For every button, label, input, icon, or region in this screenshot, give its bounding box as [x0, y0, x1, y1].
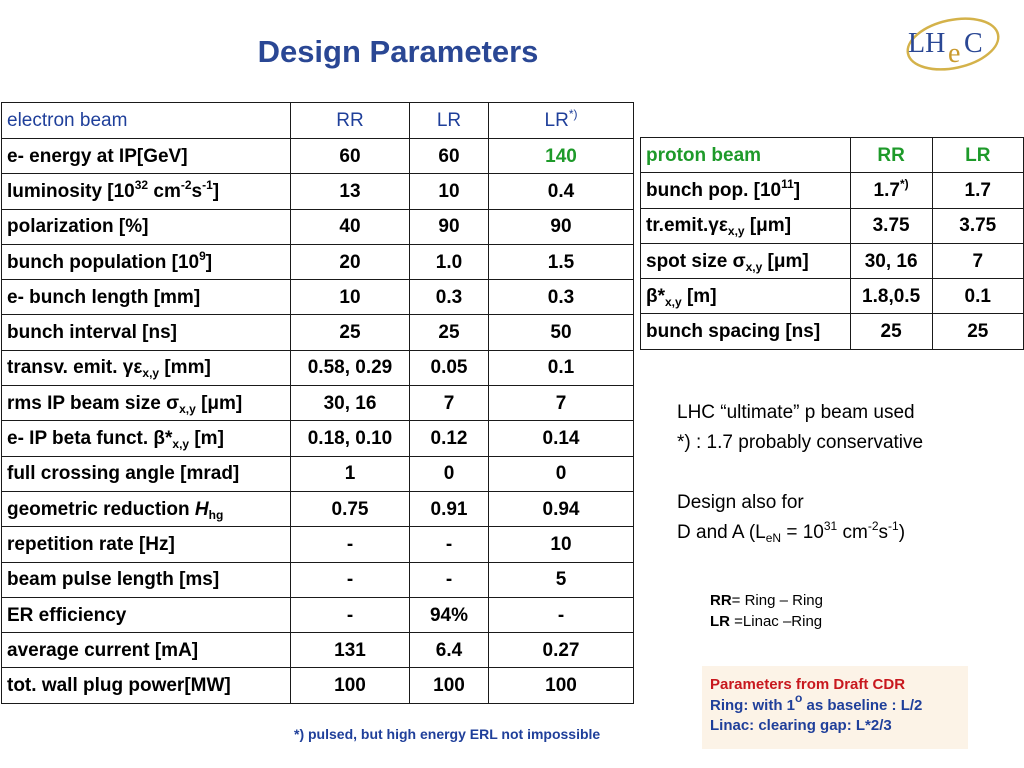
cell-lr-pulsed: 0.4: [489, 174, 634, 209]
row-label: ER efficiency: [2, 597, 291, 632]
cell-lr: 100: [410, 668, 489, 703]
cell-lr-pulsed: 1.5: [489, 244, 634, 279]
row-label: repetition rate [Hz]: [2, 527, 291, 562]
cell-rr: 25: [850, 314, 932, 349]
logo-text-lh: LH: [908, 28, 946, 59]
cell-lr: 6.4: [410, 633, 489, 668]
lhec-logo: [904, 14, 1002, 74]
row-label: tot. wall plug power[MW]: [2, 668, 291, 703]
cell-rr: 0.58, 0.29: [291, 350, 410, 385]
row-label: bunch spacing [ns]: [641, 314, 851, 349]
cell-lr-pulsed: 100: [489, 668, 634, 703]
cdr-line: Parameters from Draft CDR: [710, 676, 906, 693]
cell-rr: -: [291, 527, 410, 562]
cell-rr: 100: [291, 668, 410, 703]
row-label: e- energy at IP[GeV]: [2, 139, 291, 174]
row-label: full crossing angle [mrad]: [2, 456, 291, 491]
table-header-row: [641, 138, 1024, 173]
cell-rr: 1: [291, 456, 410, 491]
cell-lr-pulsed: 0.94: [489, 491, 634, 526]
cell-lr-pulsed: 140: [489, 139, 634, 174]
table-row: [2, 491, 634, 526]
cell-rr: -: [291, 597, 410, 632]
row-label: beam pulse length [ms]: [2, 562, 291, 597]
cell-lr: 3.75: [932, 208, 1023, 243]
page-title: Design Parameters: [257, 34, 539, 69]
header-rr: RR: [291, 103, 410, 139]
table-row: [641, 279, 1024, 314]
note-line: LHC “ultimate” p beam used: [677, 402, 915, 423]
note-line: D and A ($L_{eN} = 10^{31}$ $cm^{-2}s^{-1}$): [677, 519, 906, 545]
electron-beam-table: [1, 102, 634, 704]
row-label: luminosity [$10^{32}$ $cm^{-2}s^{-1}$]: [2, 174, 291, 209]
table-row: [2, 139, 634, 174]
cell-rr: 30, 16: [850, 243, 932, 278]
cell-rr: 3.75: [850, 208, 932, 243]
header-lr-pulsed: LR*): [489, 103, 634, 139]
cell-lr-pulsed: 0.1: [489, 350, 634, 385]
row-label: e- bunch length [mm]: [2, 280, 291, 315]
cell-lr-pulsed: 0: [489, 456, 634, 491]
table-row: [641, 243, 1024, 278]
header-rr: RR: [850, 138, 932, 173]
table-row: [2, 527, 634, 562]
cell-rr: 1.7*): [850, 173, 932, 208]
cell-rr: 1.8,0.5: [850, 279, 932, 314]
cell-lr: 10: [410, 174, 489, 209]
cell-lr: 0.1: [932, 279, 1023, 314]
row-label: bunch interval [ns]: [2, 315, 291, 350]
cell-lr-pulsed: 90: [489, 209, 634, 244]
row-label: spot size $\sigma_{x,y}$ [μm]: [641, 243, 851, 278]
cell-lr: 0.05: [410, 350, 489, 385]
cell-lr: 0.91: [410, 491, 489, 526]
cdr-line: Linac: clearing gap: L*2/3: [710, 717, 892, 734]
row-label: transv. emit. $\gamma\varepsilon_{x,y}$ [mm]: [2, 350, 291, 385]
table-row: [2, 633, 634, 668]
cell-lr: 7: [932, 243, 1023, 278]
cell-lr: 0.12: [410, 421, 489, 456]
table-row: [2, 562, 634, 597]
cell-lr-pulsed: -: [489, 597, 634, 632]
cell-lr: 7: [410, 386, 489, 421]
cell-rr: -: [291, 562, 410, 597]
cell-lr: 90: [410, 209, 489, 244]
cell-rr: 40: [291, 209, 410, 244]
header-lr: LR: [932, 138, 1023, 173]
design-notes: [677, 488, 905, 548]
cell-lr: 0: [410, 456, 489, 491]
row-label: geometric reduction $H_{hg}$: [2, 491, 291, 526]
note-line: Design also for: [677, 492, 804, 513]
cell-rr: 25: [291, 315, 410, 350]
row-label: $tr.emit.\gamma\varepsilon_{x,y}$ [μm]: [641, 208, 851, 243]
logo-text-e: e: [948, 38, 961, 69]
header-label: electron beam: [2, 103, 291, 139]
table-row: [641, 208, 1024, 243]
table-row: [2, 597, 634, 632]
table-row: [2, 386, 634, 421]
cell-lr: 94%: [410, 597, 489, 632]
cell-lr: -: [410, 527, 489, 562]
abbreviation-legend: [710, 590, 823, 632]
table-row: [641, 173, 1024, 208]
cell-lr-pulsed: 50: [489, 315, 634, 350]
header-label: proton beam: [641, 138, 851, 173]
footnote: *) pulsed, but high energy ERL not impossible: [294, 726, 601, 742]
cell-lr-pulsed: 0.27: [489, 633, 634, 668]
cell-lr: 1.7: [932, 173, 1023, 208]
cell-rr: 30, 16: [291, 386, 410, 421]
legend-rr: RR= Ring – Ring: [710, 592, 823, 609]
cell-lr: -: [410, 562, 489, 597]
cell-lr-pulsed: 5: [489, 562, 634, 597]
cell-lr: 60: [410, 139, 489, 174]
cell-rr: 60: [291, 139, 410, 174]
lhc-notes: [677, 398, 923, 458]
cell-lr: 25: [410, 315, 489, 350]
row-label: bunch pop. $[10^{11}]$: [641, 173, 851, 208]
table-row: [2, 280, 634, 315]
cdr-note-box: [702, 666, 968, 749]
cell-rr: 0.18, 0.10: [291, 421, 410, 456]
cell-rr: 13: [291, 174, 410, 209]
logo-text-c: C: [964, 28, 983, 59]
table-row: [2, 209, 634, 244]
table-row: [641, 314, 1024, 349]
cell-rr: 131: [291, 633, 410, 668]
cell-lr-pulsed: 10: [489, 527, 634, 562]
cell-rr: 10: [291, 280, 410, 315]
table-row: [2, 350, 634, 385]
note-line: *) : 1.7 probably conservative: [677, 432, 924, 453]
row-label: average current [mA]: [2, 633, 291, 668]
cdr-line: Ring: with 1$^o$ as baseline : L/2: [710, 690, 923, 714]
row-label: rms IP beam size $\sigma_{x,y}$ [μm]: [2, 386, 291, 421]
row-label: e- IP beta funct. $\beta*_{x,y}$ [m]: [2, 421, 291, 456]
cell-lr: 1.0: [410, 244, 489, 279]
row-label: polarization [%]: [2, 209, 291, 244]
table-row: [2, 456, 634, 491]
header-lr: LR: [410, 103, 489, 139]
table-row: [2, 668, 634, 703]
table-row: [2, 174, 634, 209]
table-row: [2, 315, 634, 350]
table-row: [2, 244, 634, 279]
table-row: [2, 421, 634, 456]
cell-lr-pulsed: 7: [489, 386, 634, 421]
table-header-row: [2, 103, 634, 139]
row-label: $\beta*_{x,y}$ [m]: [641, 279, 851, 314]
legend-lr: LR =Linac –Ring: [710, 613, 823, 630]
cell-lr-pulsed: 0.14: [489, 421, 634, 456]
row-label: bunch population $[10^9]$: [2, 244, 291, 279]
cell-rr: 20: [291, 244, 410, 279]
cell-rr: 0.75: [291, 491, 410, 526]
cell-lr-pulsed: 0.3: [489, 280, 634, 315]
cell-lr: 25: [932, 314, 1023, 349]
cell-lr: 0.3: [410, 280, 489, 315]
proton-beam-table: [640, 137, 1024, 350]
